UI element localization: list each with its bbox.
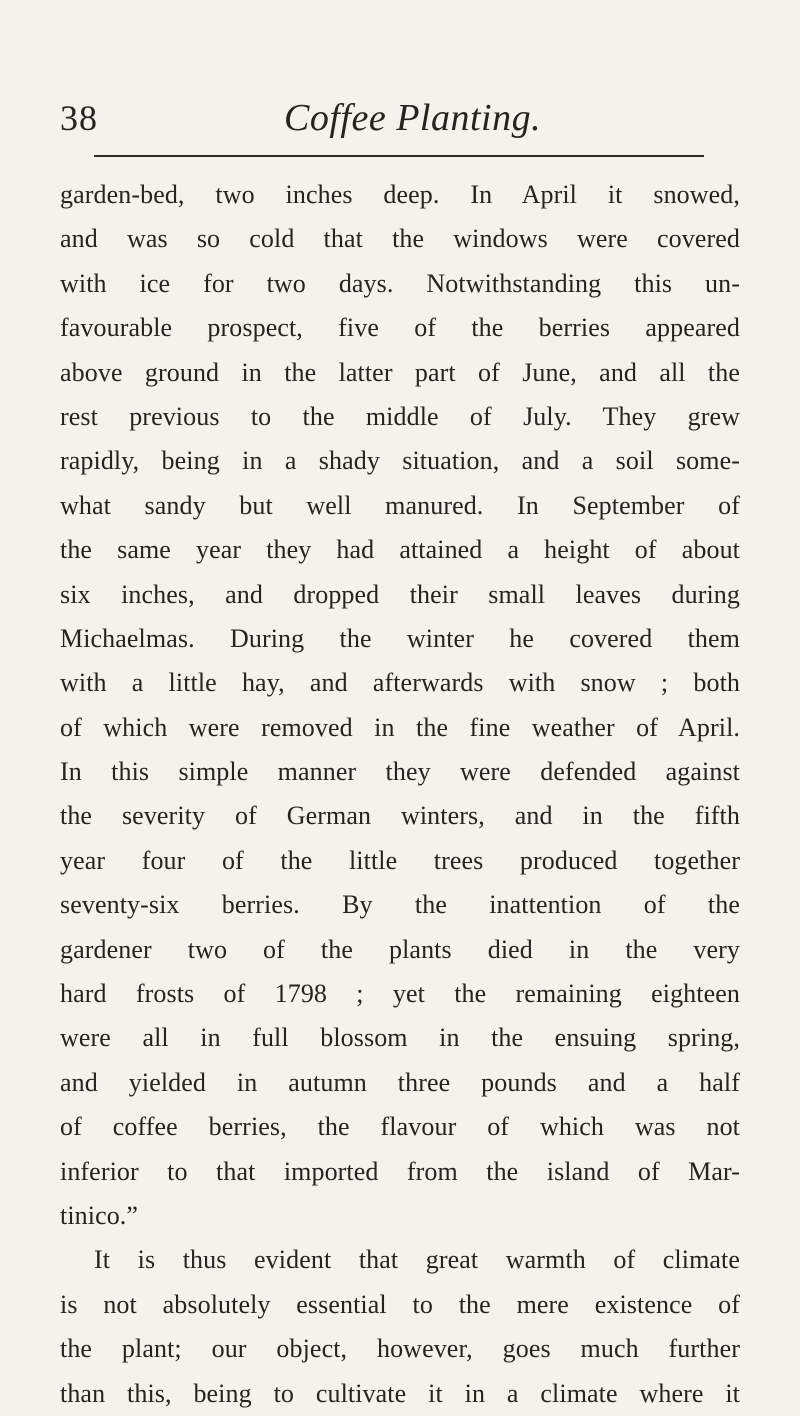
paragraph-first-line: It is thus evident that great warmth of climate: [94, 1245, 740, 1275]
text-line: gardener two of the plants died in the very: [60, 934, 740, 964]
text-line: hard frosts of 1798 ; yet the remaining eighteen: [60, 979, 740, 1009]
text-line: rapidly, being in a shady situation, and a soil some-: [60, 446, 740, 476]
text-line: of coffee berries, the flavour of which was not: [60, 1112, 740, 1142]
text-line: rest previous to the middle of July. They grew: [60, 401, 740, 431]
text-line: and was so cold that the windows were covered: [60, 224, 740, 254]
text-line: year four of the little trees produced together: [60, 845, 740, 875]
text-line: above ground in the latter part of June, and all the: [60, 357, 740, 387]
text-line: In this simple manner they were defended against: [60, 757, 740, 787]
text-line: the severity of German winters, and in the fifth: [60, 801, 740, 831]
text-line: is not absolutely essential to the mere existence of: [60, 1289, 740, 1319]
text-line: tinico.”: [60, 1200, 139, 1230]
text-line: the same year they had attained a height of about: [60, 535, 740, 565]
text-line: with ice for two days. Notwithstanding this un-: [60, 268, 740, 298]
text-line: seventy-six berries. By the inattention of the: [60, 890, 740, 920]
text-line: inferior to that imported from the island of Mar-: [60, 1156, 740, 1186]
text-line: Michaelmas. During the winter he covered them: [60, 623, 740, 653]
text-line: with a little hay, and afterwards with snow ; both: [60, 668, 740, 698]
text-line: garden-bed, two inches deep. In April it snowed,: [60, 180, 740, 209]
text-line: and yielded in autumn three pounds and a half: [60, 1067, 740, 1097]
page-number: 38: [60, 98, 98, 138]
running-head: [60, 96, 740, 156]
header-rule: [94, 155, 704, 157]
text-line: the plant; our object, however, goes much further: [60, 1334, 740, 1364]
text-line: what sandy but well manured. In September of: [60, 490, 740, 520]
body-text: [60, 173, 740, 1416]
text-line: than this, being to cultivate it in a climate where it: [60, 1378, 740, 1408]
text-line: were all in full blossom in the ensuing spring,: [60, 1023, 740, 1053]
running-title: Coffee Planting.: [284, 97, 542, 139]
text-line: of which were removed in the fine weather of April.: [60, 712, 740, 742]
text-line: six inches, and dropped their small leaves during: [60, 579, 740, 609]
text-line: favourable prospect, five of the berries appeared: [60, 313, 740, 343]
